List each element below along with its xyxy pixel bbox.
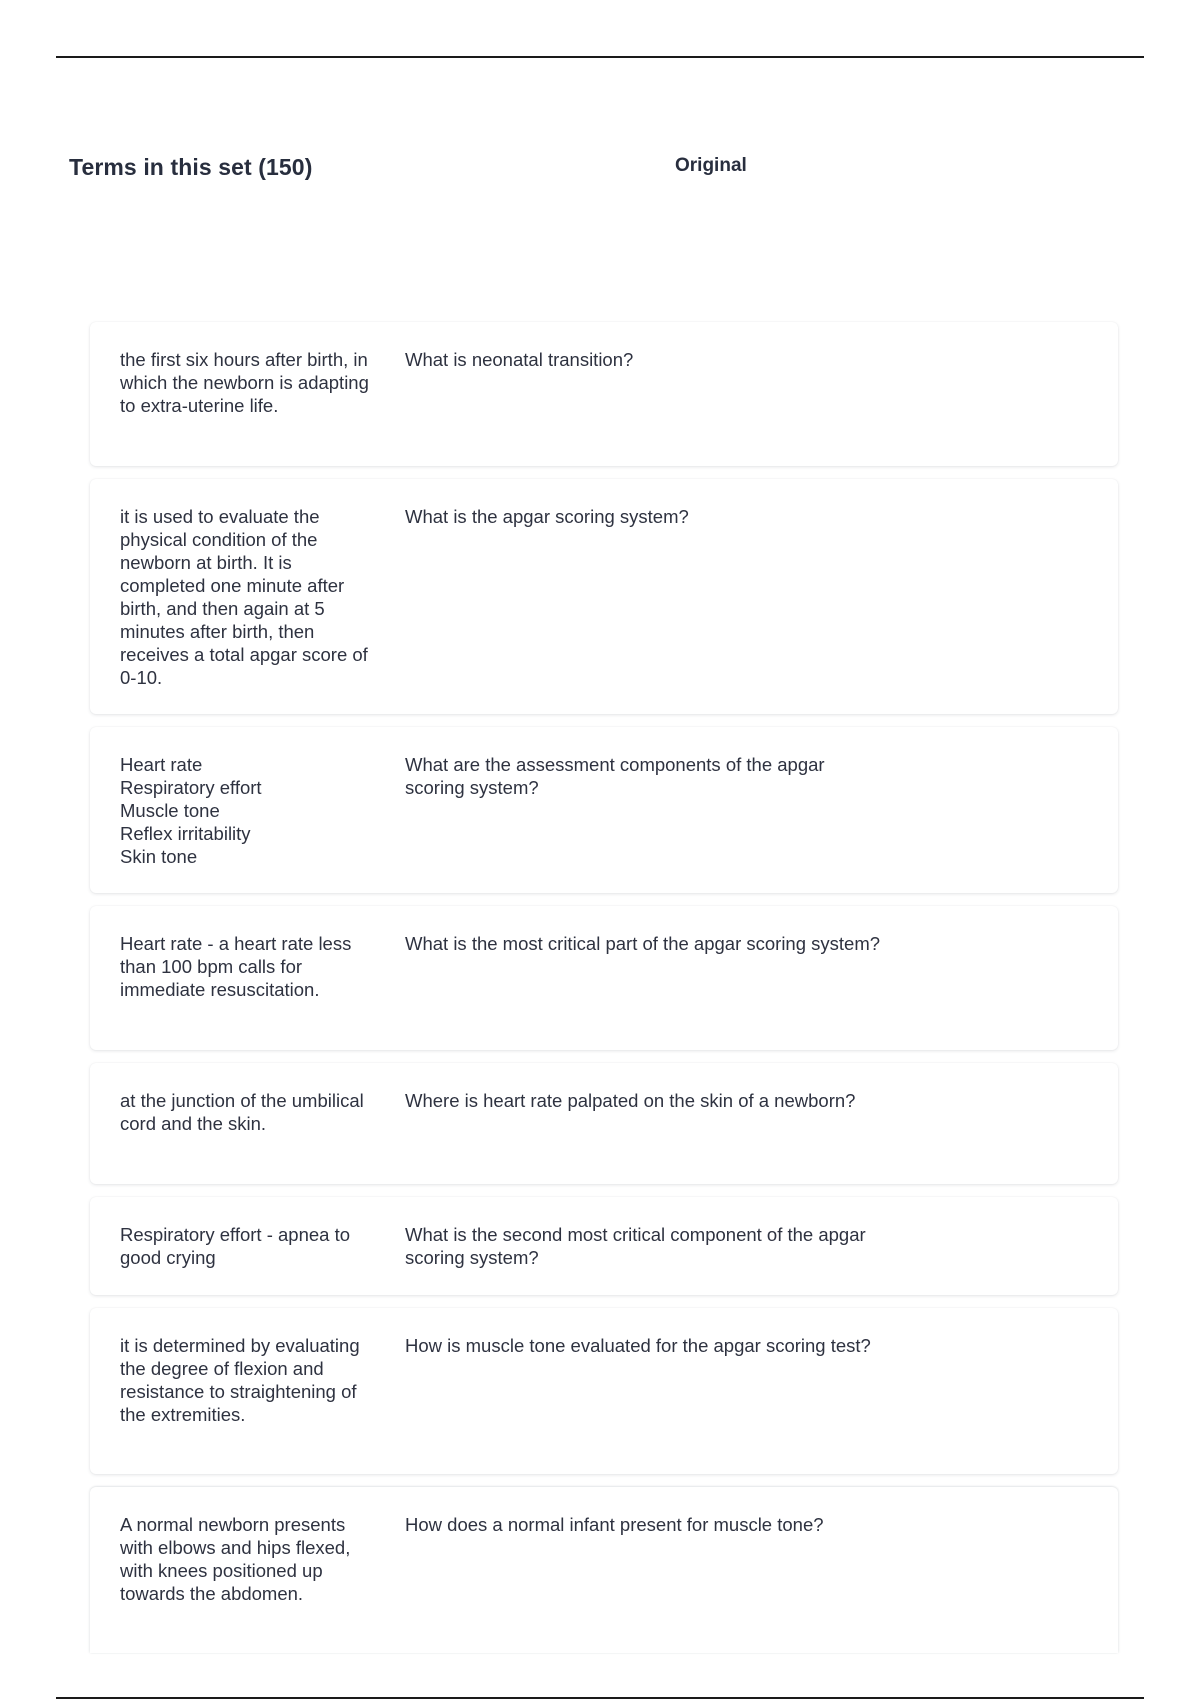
card-definition: What are the assessment components of the apgar scoring system? bbox=[405, 754, 825, 798]
term-card[interactable] bbox=[90, 1197, 1118, 1295]
card-definition: Where is heart rate palpated on the skin of a newborn? bbox=[405, 1090, 856, 1111]
set-title: Terms in this set (150) bbox=[69, 154, 313, 180]
card-term: A normal newborn presents with elbows and hips flexed, with knees positioned up towards the abdomen. bbox=[120, 1514, 351, 1604]
card-term: it is used to evaluate the physical condition of the newborn at birth. It is completed one minute after birth, and then again at 5 minutes after birth, then receives a total apgar score of 0-10. bbox=[120, 506, 368, 688]
card-definition: What is the second most critical component of the apgar scoring system? bbox=[405, 1224, 866, 1268]
card-term: it is determined by evaluating the degree of flexion and resistance to straightening of the extremities. bbox=[120, 1335, 360, 1425]
card-term: at the junction of the umbilical cord and the skin. bbox=[120, 1090, 364, 1134]
card-definition: What is neonatal transition? bbox=[405, 349, 634, 370]
card-term: Heart rate - a heart rate less than 100 bpm calls for immediate resuscitation. bbox=[120, 933, 352, 1000]
term-card[interactable] bbox=[90, 727, 1118, 893]
bottom-rule bbox=[56, 1697, 1144, 1699]
card-definition: How is muscle tone evaluated for the apgar scoring test? bbox=[405, 1335, 871, 1356]
set-header bbox=[69, 152, 1129, 188]
card-definition: How does a normal infant present for muscle tone? bbox=[405, 1514, 824, 1535]
term-card[interactable] bbox=[90, 1308, 1118, 1474]
card-term: Respiratory effort - apnea to good crying bbox=[120, 1224, 351, 1268]
tab-original[interactable]: Original bbox=[675, 155, 747, 176]
card-term: the first six hours after birth, in which the newborn is adapting to extra-uterine life. bbox=[120, 349, 369, 416]
term-card[interactable] bbox=[90, 479, 1118, 714]
term-card[interactable] bbox=[90, 1063, 1118, 1184]
term-card[interactable] bbox=[90, 1487, 1118, 1653]
term-card[interactable] bbox=[90, 322, 1118, 466]
card-definition: What is the most critical part of the apgar scoring system? bbox=[405, 933, 881, 954]
card-definition: What is the apgar scoring system? bbox=[405, 506, 689, 527]
term-card[interactable] bbox=[90, 906, 1118, 1050]
card-term: Heart rate Respiratory effort Muscle tone Reflex irritability Skin tone bbox=[120, 754, 262, 867]
top-rule bbox=[56, 56, 1144, 58]
card-list bbox=[90, 322, 1118, 1666]
